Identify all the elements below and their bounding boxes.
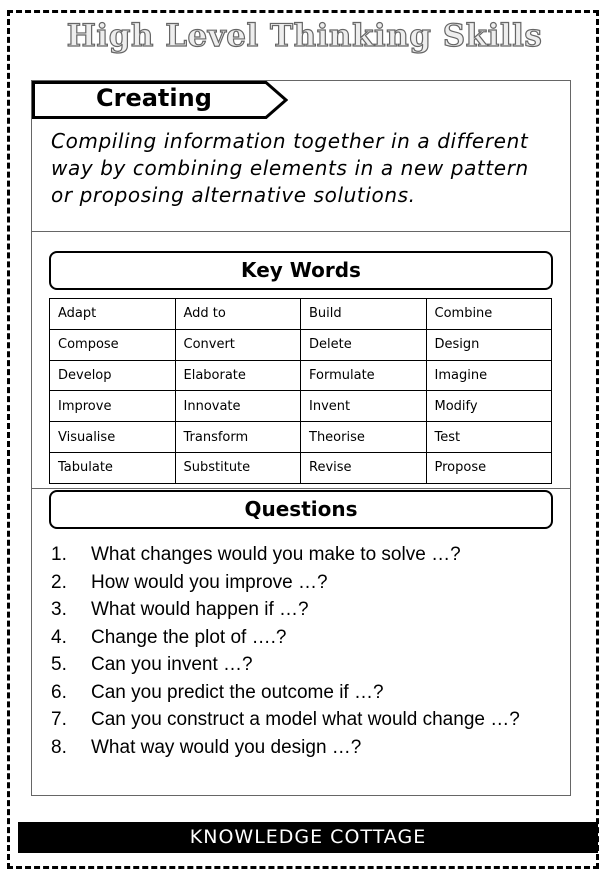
key-word: Test (426, 422, 552, 453)
key-word: Delete (301, 329, 427, 360)
key-word: Invent (301, 391, 427, 422)
section-label (32, 81, 288, 119)
key-word: Imagine (426, 360, 552, 391)
question-item (51, 569, 561, 597)
table-row (50, 391, 552, 422)
section-description: Compiling information together in a different way by combining elements in a new pattern or proposing alternative solutions. (51, 129, 529, 207)
question-number: 4. (51, 626, 67, 648)
key-word: Visualise (50, 422, 176, 453)
question-text: Can you construct a model what would change …? (91, 709, 520, 730)
question-number: 8. (51, 736, 67, 758)
key-words-table (49, 298, 552, 484)
question-number: 7. (51, 709, 67, 730)
key-word: Build (301, 299, 427, 330)
questions-heading: Questions (49, 490, 553, 529)
question-item (51, 624, 561, 652)
key-word: Propose (426, 452, 552, 483)
key-word: Modify (426, 391, 552, 422)
question-item (51, 651, 561, 679)
question-number: 2. (51, 571, 67, 593)
key-word: Theorise (301, 422, 427, 453)
question-item (51, 679, 561, 707)
question-item (51, 706, 561, 734)
question-text: What would happen if …? (91, 599, 309, 620)
key-word: Innovate (175, 391, 301, 422)
key-word: Compose (50, 329, 176, 360)
table-row (50, 360, 552, 391)
key-word: Develop (50, 360, 176, 391)
question-number: 6. (51, 681, 67, 703)
key-word: Formulate (301, 360, 427, 391)
table-row (50, 299, 552, 330)
table-row (50, 422, 552, 453)
key-word: Adapt (50, 299, 176, 330)
table-row (50, 329, 552, 360)
key-word: Elaborate (175, 360, 301, 391)
question-number: 5. (51, 654, 67, 675)
question-text: Can you invent …? (91, 654, 253, 675)
question-item (51, 596, 561, 624)
section-label-text: Creating (96, 84, 212, 112)
questions-list (51, 541, 561, 761)
question-item (51, 734, 561, 762)
question-text: How would you improve …? (91, 571, 328, 593)
key-words-heading: Key Words (49, 251, 553, 290)
key-word: Revise (301, 452, 427, 483)
question-text: What changes would you make to solve …? (91, 544, 461, 565)
key-word: Substitute (175, 452, 301, 483)
key-word: Convert (175, 329, 301, 360)
key-word: Add to (175, 299, 301, 330)
divider (31, 488, 571, 489)
key-word: Combine (426, 299, 552, 330)
table-row (50, 452, 552, 483)
key-word: Transform (175, 422, 301, 453)
divider (31, 231, 571, 232)
question-number: 1. (51, 544, 67, 565)
key-word: Improve (50, 391, 176, 422)
question-text: Can you predict the outcome if …? (91, 681, 384, 703)
key-word: Design (426, 329, 552, 360)
key-word: Tabulate (50, 452, 176, 483)
page-title: High Level Thinking Skills (66, 18, 543, 54)
question-item (51, 541, 561, 569)
question-text: Change the plot of ….? (91, 626, 287, 648)
footer-banner: KNOWLEDGE COTTAGE (18, 822, 598, 853)
question-text: What way would you design …? (91, 736, 362, 758)
question-number: 3. (51, 599, 67, 620)
